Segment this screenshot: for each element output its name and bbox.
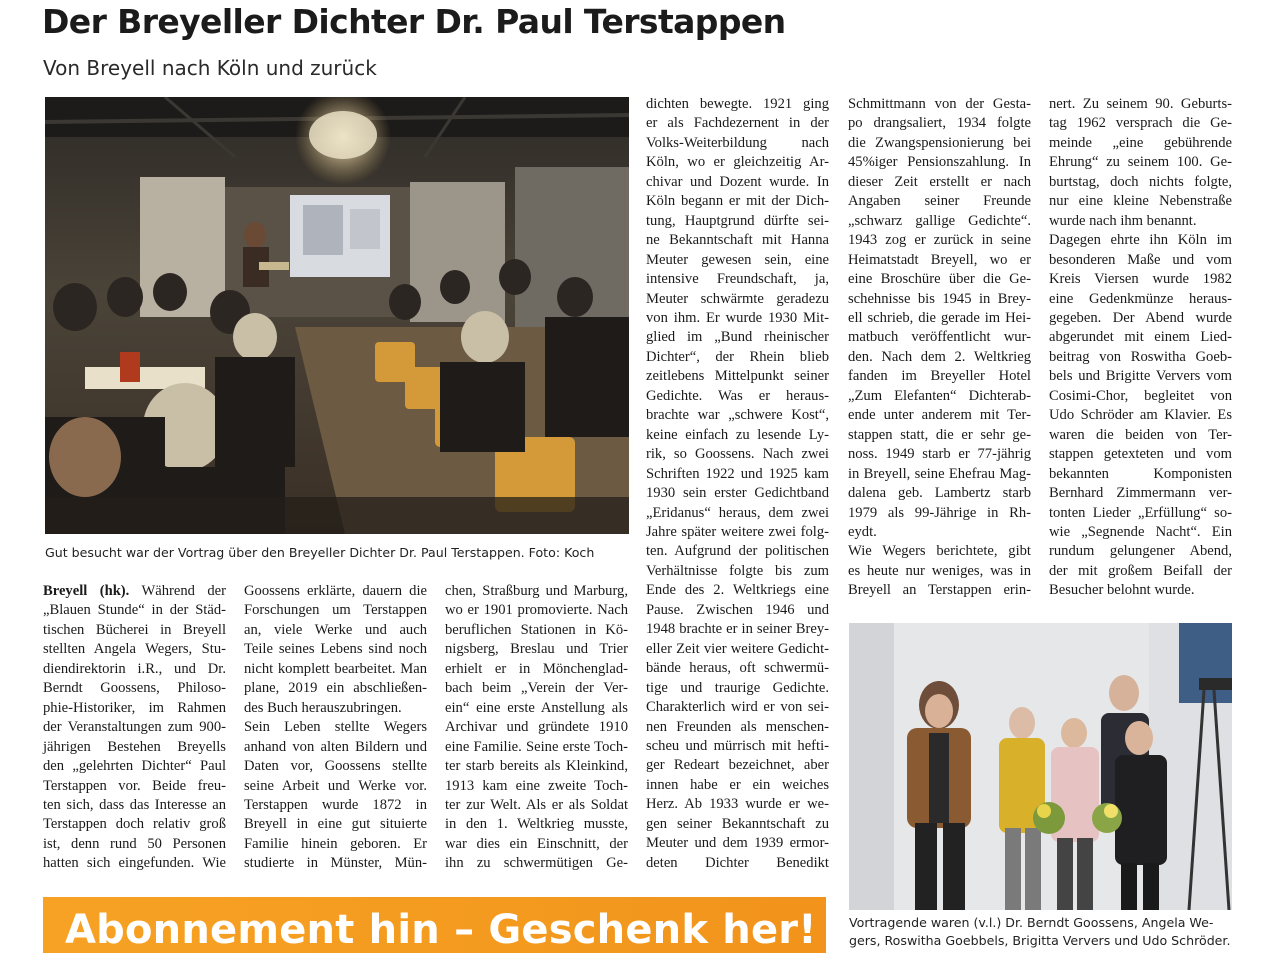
text-line: Heimatstadt Breyell, wo er (848, 251, 1031, 268)
text-line: Breyell in eine gut situierte (244, 816, 427, 833)
text-line: fanden im Breyeller Hotel (848, 368, 1031, 385)
text-line: Besucher belohnt wurde. (1049, 582, 1195, 599)
text-line: matbuch veröffentlicht wur- (848, 329, 1031, 346)
text-line: phie-Historiker, im Rahmen (43, 699, 226, 716)
text-line: ein“ eine erste Anstellung als (445, 699, 628, 716)
text-line: bände heraus, oft schwermü- (646, 660, 829, 677)
text-line: po drangsaliert, 1934 folgte (848, 115, 1031, 132)
text-line: nigsberg, Breslau und Trier (445, 641, 628, 658)
text-line: beruflichen Stationen in Kö- (445, 621, 628, 638)
text-line: brachte war „schwere Kost“, (646, 407, 829, 424)
text-line: Udo Schröder am Klavier. Es (1049, 407, 1232, 424)
caption-line: gers, Roswitha Goebbels, Brigitta Ververs und Udo Schröder. (849, 933, 1231, 948)
text-line: Daten vor, Goossens stellte (244, 758, 427, 775)
text-line: Kreis Viersen wurde 1982 (1049, 271, 1232, 288)
text-line: „schwarz gallige Gedichte“. (848, 212, 1031, 229)
text-line: 45%iger Pensionszahlung. In (848, 154, 1031, 171)
caption-line: Vortragende waren (v.l.) Dr. Berndt Goossens, Angela We- (849, 915, 1214, 930)
text-line: innen habe er ein weiches (646, 776, 829, 793)
text-line: Archivar und gründete 1910 (445, 719, 628, 736)
text-column-3 (445, 582, 628, 874)
text-line: plane, 2019 ein abschließen- (244, 680, 427, 697)
text-line: rik, so Goossens. Nach zwei (646, 446, 829, 463)
text-line: Terstappen wurde 1872 in (244, 796, 427, 813)
text-line: 1913 kam eine zweite Toch- (445, 777, 628, 794)
lecture-photo (45, 97, 629, 534)
text-line: den „gelehrten Dichter“ Paul (43, 758, 226, 775)
text-line: ist, denn rund 50 Personen (43, 835, 226, 852)
text-line: Forschungen um Terstappen (244, 602, 427, 619)
text-line: burtstag, doch nichts folgte, (1049, 173, 1232, 190)
text-line: keine einfach zu lesende Ly- (646, 426, 829, 443)
text-line: dichten bewegte. 1921 ging (646, 96, 829, 112)
text-line: die Zwangspensionierung bei (848, 134, 1031, 151)
text-line: Teile seines Lebens sind noch (244, 641, 427, 658)
text-line: zeitlebens Mittelpunkt seiner (646, 368, 829, 385)
text-line: Köln begann er mit der Dich- (646, 193, 829, 210)
text-line: wurde nach ihm benannt. (1049, 212, 1197, 229)
text-line: eine Gedenkmünze heraus- (1049, 290, 1232, 307)
text-line: eller Zeit vier weitere Gedicht- (646, 640, 829, 657)
text-line: an, viele Werke und auch (244, 621, 427, 638)
text-line: stellten Angela Wegers, Stu- (43, 641, 226, 658)
text-line: ende unter anderem mit Ter- (848, 407, 1031, 424)
text-line: 1943 zog er zurück in seine (848, 232, 1031, 249)
text-line: Breyell an Terstappen erin- (848, 582, 1031, 599)
text-line: hatten sich eingefunden. Wie (43, 855, 226, 872)
text-line: Ende des 2. Weltkriegs eine (646, 582, 829, 599)
text-line: noss. 1949 starb er 77-jährig (848, 446, 1031, 463)
text-line: „Blauen Stunde“ in der Städ- (43, 602, 226, 619)
text-line: glied im „Bund rheinischer (646, 329, 829, 346)
article-headline: Der Breyeller Dichter Dr. Paul Terstappen (42, 2, 786, 41)
text-line: Terstappen doch relativ groß (43, 816, 226, 833)
text-line: ten. Aufgrund der politischen (646, 543, 829, 560)
text-line: Meuter und dem 1939 ermor- (646, 835, 829, 852)
text-line: deten Dichter Benedikt (646, 854, 829, 871)
lead-text: Während der (129, 583, 226, 599)
text-line: der Veranstaltungen zum 900- (43, 719, 226, 736)
text-line: ter starb bereits als Kleinkind, (445, 758, 628, 775)
text-line: des Buch herauszubringen. (244, 699, 402, 716)
text-line: Berndt Goossens, Philoso- (43, 680, 226, 697)
text-line: bach beim „Verein der Ver- (445, 680, 628, 697)
text-line: erhielt er in Mönchenglad- (445, 660, 628, 677)
text-line: war dies ein Einschnitt, der (445, 835, 628, 852)
text-line: gen seiner Bekanntschaft zu (646, 815, 829, 832)
text-line: rundum gelungener Abend, (1049, 543, 1232, 560)
text-line: abgerundet mit einem Lied- (1049, 329, 1232, 346)
text-line: Dagegen ehrte ihn Köln im (1049, 232, 1232, 249)
text-line: Köln, wo er gleichzeitig Ar- (646, 154, 829, 171)
text-line: nert. Zu seinem 90. Geburts- (1049, 96, 1232, 112)
text-line: Charakterlich wird er von sei- (646, 699, 829, 716)
text-line: nicht komplett bearbeitet. Man (244, 660, 427, 677)
text-line: Verhältnisse folgte bis zum (646, 562, 829, 579)
text-line: Herz. Ab 1933 wurde er we- (646, 796, 829, 813)
text-line: ell schrieb, die gerade im Hei- (848, 309, 1031, 326)
text-line: eydt. (848, 523, 877, 540)
text-line: Schmittmann von der Gesta- (848, 96, 1031, 112)
article-subheadline: Von Breyell nach Köln und zurück (43, 56, 377, 80)
text-line: meinde „eine gebührende (1049, 134, 1232, 151)
text-line: nur eine kleine Nebenstraße (1049, 193, 1232, 210)
text-line: „Zum Elefanten“ Dichterab- (848, 387, 1031, 404)
text-line: es heute nur weniges, was in (848, 562, 1031, 579)
text-line: der mit großem Beifall der (1049, 562, 1232, 579)
text-line: studierte in Münster, Mün- (244, 855, 427, 872)
text-column-1 (43, 582, 226, 874)
text-line: Volks-Weiterbildung nach (646, 134, 829, 151)
text-line: diendirektorin i.R., und Dr. (43, 660, 226, 677)
text-line: scheu und mürrisch mit hefti- (646, 737, 829, 754)
text-line: schehnisse bis 1945 in Brey- (848, 290, 1031, 307)
text-line: Schriften 1922 und 1925 kam (646, 465, 829, 482)
text-line: ger Redeart bezeichnet, aber (646, 757, 829, 774)
text-line: Angaben seiner Freunde (848, 193, 1031, 210)
speakers-photo (849, 623, 1232, 910)
text-line: ter zur Welt. Als er als Soldat (445, 796, 628, 813)
text-line: chivar und Dozent wurde. In (646, 173, 829, 190)
text-line: Cosimi-Chor, begleitet von (1049, 387, 1232, 404)
text-column-5 (848, 95, 1031, 601)
text-line: jährigen Bestehen Breyells (43, 738, 226, 755)
text-line: besonderen Maße und vom (1049, 251, 1232, 268)
text-line: seine Arbeit und Werke vor. (244, 777, 427, 794)
text-line: Familie hinein geboren. Er (244, 835, 427, 852)
text-line: bekannten Komponisten (1049, 465, 1232, 482)
subscription-ad-banner[interactable] (43, 897, 826, 953)
text-line: Sein Leben stellte Wegers (244, 719, 427, 736)
photo-caption: Gut besucht war der Vortrag über den Breyeller Dichter Dr. Paul Terstappen. Foto: Koch (45, 545, 595, 560)
text-line: Ehrung“ zu seinem 100. Ge- (1049, 154, 1232, 171)
text-line: eine Broschüre über die Ge- (848, 271, 1031, 288)
text-line: Pause. Zwischen 1946 und (646, 601, 829, 618)
text-line: dalena geb. Lambertz starb (848, 485, 1031, 502)
text-line: nen Freunden als menschen- (646, 718, 829, 735)
text-line: von ihm. Er wurde 1930 Mit- (646, 309, 829, 326)
text-line (43, 582, 226, 601)
text-column-4 (646, 95, 829, 873)
text-line: tag 1962 versprach die Ge- (1049, 115, 1232, 132)
text-line: „Eridanus“ heraus, dem zwei (646, 504, 829, 521)
text-line: 1979 als 99-Jährige in Rh- (848, 504, 1031, 521)
text-line: ihn zu schwermütigen Ge- (445, 855, 628, 872)
text-line: Dichter“, der Rhein blieb (646, 348, 829, 365)
text-line: Meuter schwärmte geradezu (646, 290, 829, 307)
text-line: tige und traurige Gedichte. (646, 679, 829, 696)
text-line: bels und Brigitte Ververs vom (1049, 368, 1232, 385)
speakers-caption (849, 914, 1233, 950)
text-line: wie „Segnende Nacht“. Ein (1049, 523, 1232, 540)
text-line: 1930 sein erster Gedichtband (646, 485, 829, 502)
text-line: tischen Bücherei in Breyell (43, 621, 226, 638)
text-line: stappen getexteten und vom (1049, 446, 1232, 463)
text-line: Wie Wegers berichtete, gibt (848, 543, 1031, 560)
text-line: ne Bekanntschaft mit Hanna (646, 232, 829, 249)
text-line: stappen statt, die er sehr ge- (848, 426, 1031, 443)
text-line: Goossens erklärte, dauern die (244, 583, 427, 599)
text-line: in den 1. Weltkrieg musste, (445, 816, 628, 833)
text-line: den. Nach dem 2. Weltkrieg (848, 348, 1031, 365)
text-line: Jahre später weitere zwei folg- (646, 523, 829, 540)
banner-text: Abonnement hin – Geschenk her! (65, 907, 817, 953)
text-line: anhand von alten Bildern und (244, 738, 427, 755)
text-line: tung, Hauptgrund dürfte sei- (646, 212, 829, 229)
text-line: ten sich, dass das Interesse an (43, 796, 226, 813)
text-line: er als Fachdezernent in der (646, 115, 829, 132)
text-line: Bernhard Zimmermann ver- (1049, 485, 1232, 502)
text-line: waren die beiden von Ter- (1049, 426, 1232, 443)
text-line: tonten Lieder „Erfüllung“ so- (1049, 504, 1232, 521)
text-line: dieser Zeit erstellt er nach (848, 173, 1031, 190)
text-line: wo er 1901 promovierte. Nach (445, 602, 628, 619)
text-line: eine Familie. Seine erste Toch- (445, 738, 628, 755)
text-column-6 (1049, 95, 1232, 601)
text-line: Gedichte. Was er heraus- (646, 387, 829, 404)
text-column-2 (244, 582, 427, 874)
text-line: Terstappen vor. Beide freu- (43, 777, 226, 794)
text-line: Meuter gewesen sein, eine (646, 251, 829, 268)
text-line: gegeben. Der Abend wurde (1049, 309, 1232, 326)
text-line: chen, Straßburg und Marburg, (445, 583, 628, 599)
text-line: in Breyell, seine Ehefrau Mag- (848, 465, 1031, 482)
text-line: intensive Freundschaft, ja, (646, 271, 829, 288)
text-line: beitrag von Roswitha Goeb- (1049, 348, 1232, 365)
dateline: Breyell (hk). (43, 583, 130, 599)
text-line: 1948 brachte er in seiner Brey- (646, 621, 829, 638)
